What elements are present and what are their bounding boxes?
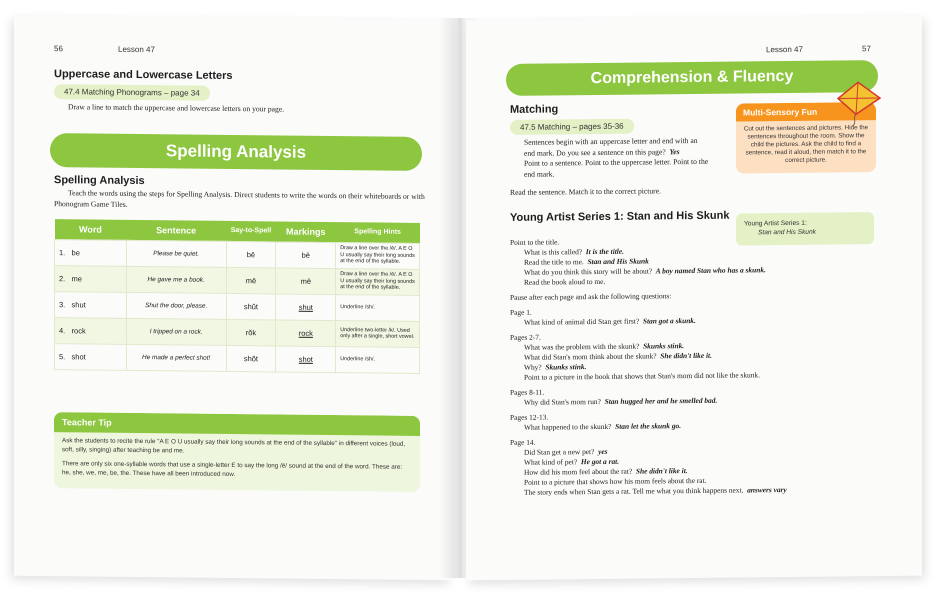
say-to-spell: shŭt xyxy=(226,293,276,320)
story-title: Young Artist Series 1: Stan and His Skunk xyxy=(510,209,730,224)
markings: shot xyxy=(276,345,336,372)
list-item: Point to the title. xyxy=(510,237,560,247)
teacher-tip-paragraph-1: Ask the students to recite the rule "A E O U usually say their long sounds at the end of the syllable" in different voices (loud, soft, silly, singing) after teaching be and me. xyxy=(62,437,406,454)
list-item: Read the title to me. Stan and His Skunk xyxy=(524,256,649,267)
spelling-analysis-banner: Spelling Analysis xyxy=(50,133,422,171)
matching-line-2: end mark. Do you see a sentence on this page? xyxy=(524,146,666,158)
matching-line-3: Point to a sentence. Point to the uppercase letter. Point to the xyxy=(524,157,709,168)
spelling-hint: Underline /sh/. xyxy=(336,294,420,321)
spelling-word: rock xyxy=(71,325,86,335)
question-list xyxy=(510,228,910,498)
left-page xyxy=(14,16,452,581)
spelling-word: shot xyxy=(71,351,86,361)
spelling-table xyxy=(54,219,420,373)
list-item: Why did Stan's mom run? Stan hugged her and he smelled bad. xyxy=(524,395,718,407)
markings: bē xyxy=(276,241,336,268)
spelling-hint: Underline /sh/. xyxy=(336,346,420,373)
row-number: 2. xyxy=(59,273,66,283)
section-title-uppercase: Uppercase and Lowercase Letters xyxy=(54,68,233,82)
comprehension-fluency-banner: Comprehension & Fluency xyxy=(506,60,878,96)
activity-pill-47-5: 47.5 Matching – pages 35-36 xyxy=(510,119,634,135)
example-sentence: Please be quiet. xyxy=(126,240,226,267)
spelling-instructions: Teach the words using the steps for Spelling Analysis. Direct students to write the words on their whiteboards or with Phonogram Game Tiles. xyxy=(54,188,425,209)
list-item: Point to a picture that shows how his mom feels about the rat. xyxy=(524,475,707,487)
multi-sensory-title: Multi-Sensory Fun xyxy=(736,102,876,121)
col-header-spelling-hints: Spelling Hints xyxy=(336,222,420,243)
say-to-spell: bē xyxy=(226,241,276,268)
spelling-hint: Draw a line over the /ē/. A E O U usually say their long sounds at the end of the syllable. xyxy=(336,242,420,269)
row-number: 1. xyxy=(59,247,66,257)
list-item: What was the problem with the skunk? Skunks stink. xyxy=(524,341,685,352)
list-item: How did his mom feel about the rat? She didn't like it. xyxy=(524,466,688,477)
activity-pill-47-4: 47.4 Matching Phonograms – page 34 xyxy=(54,84,210,101)
list-item: What is this called? It is the title. xyxy=(524,246,624,257)
book-title-label: Stan and His Skunk xyxy=(758,228,816,237)
list-item: Pages 12-13. xyxy=(510,412,549,422)
matching-line-4: end mark. xyxy=(524,169,555,179)
section1-instructions: Draw a line to match the uppercase and lowercase letters on your page. xyxy=(68,102,285,114)
table-row xyxy=(55,239,420,269)
list-item: What did Stan's mom think about the skunk? She didn't like it. xyxy=(524,350,712,362)
list-item: Page 1. xyxy=(510,307,532,317)
kite-icon xyxy=(828,80,884,131)
spelling-word: me xyxy=(71,273,82,283)
col-header-markings: Markings xyxy=(276,221,336,242)
say-to-spell: shŏt xyxy=(226,345,276,372)
list-item: Point to a picture in the book that shows that Stan's mom did not like the skunk. xyxy=(524,370,760,382)
list-item: Why? Skunks stink. xyxy=(524,362,587,372)
example-sentence: He gave me a book. xyxy=(126,266,226,293)
list-item: Pages 8-11. xyxy=(510,387,545,397)
matching-title: Matching xyxy=(510,103,559,116)
teacher-tip-box xyxy=(54,412,420,492)
matching-instructions xyxy=(524,136,739,181)
say-to-spell: mē xyxy=(226,267,276,294)
right-page xyxy=(466,16,922,581)
row-number: 4. xyxy=(59,325,66,335)
spelling-word: be xyxy=(71,247,80,257)
table-row xyxy=(55,291,420,321)
list-item: Read the book aloud to me. xyxy=(524,276,606,287)
list-item: What happened to the skunk? Stan let the skunk go. xyxy=(524,421,682,432)
list-item: What kind of pet? He got a rat. xyxy=(524,456,620,467)
list-item: What kind of animal did Stan get first? Stan got a skunk. xyxy=(524,315,696,327)
book-series-label: Young Artist Series 1: xyxy=(744,219,807,228)
matching-answer: Yes xyxy=(669,146,680,156)
lesson-header-right: Lesson 47 xyxy=(766,44,803,55)
spelling-hint: Draw a line over the /ē/. A E O U usually say their long sounds at the end of the syllable. xyxy=(336,268,420,295)
table-row xyxy=(55,343,420,373)
markings: rock xyxy=(276,319,336,346)
section-title-spelling: Spelling Analysis xyxy=(54,174,145,188)
matching-line-1: Sentences begin with an uppercase letter and end with an xyxy=(524,135,698,147)
col-header-say-to-spell: Say-to-Spell xyxy=(226,221,276,242)
list-item: Pages 2-7. xyxy=(510,332,541,342)
example-sentence: I tripped on a rock. xyxy=(126,318,226,345)
col-header-sentence: Sentence xyxy=(126,220,226,241)
teacher-tip-title: Teacher Tip xyxy=(54,412,420,436)
markings: shut xyxy=(276,293,336,320)
example-sentence: Shut the door, please. xyxy=(126,292,226,319)
say-to-spell: rŏk xyxy=(226,319,276,346)
col-header-word: Word xyxy=(55,219,127,240)
matching-line-5: Read the sentence. Match it to the correct picture. xyxy=(510,186,661,197)
list-item: Page 14. xyxy=(510,437,536,447)
example-sentence: He made a perfect shot! xyxy=(126,344,226,371)
teacher-tip-paragraph-2: There are only six one-syllable words that use a single-letter E to say the long /ē/ sound at the end of the word. These are: he, she, we, me, be, the. These have all been introduced now. xyxy=(62,460,403,478)
row-number: 5. xyxy=(59,351,66,361)
table-row xyxy=(55,265,420,295)
list-item: Pause after each page and ask the following questions: xyxy=(510,291,672,302)
list-item: Did Stan get a new pet? yes xyxy=(524,446,608,457)
table-row xyxy=(55,317,420,347)
list-item: The story ends when Stan gets a rat. Tell me what you think happens next. answers vary xyxy=(524,485,787,497)
row-number: 3. xyxy=(59,299,66,309)
list-item: What do you think this story will be about? A boy named Stan who has a skunk. xyxy=(524,265,766,277)
spelling-hint: Underline two-letter /k/. Used only after a single, short vowel. xyxy=(336,320,420,347)
page-number-left: 56 xyxy=(54,44,63,54)
multi-sensory-text: Cut out the sentences and pictures. Hide the sentences throughout the room. Show the child the pictures. Ask the child to find a sentence, read it aloud, then match it to the correct picture. xyxy=(743,124,869,165)
page-number-right: 57 xyxy=(862,44,871,54)
markings: mē xyxy=(276,267,336,294)
lesson-header-left: Lesson 47 xyxy=(118,44,155,55)
spelling-word: shut xyxy=(71,299,86,309)
